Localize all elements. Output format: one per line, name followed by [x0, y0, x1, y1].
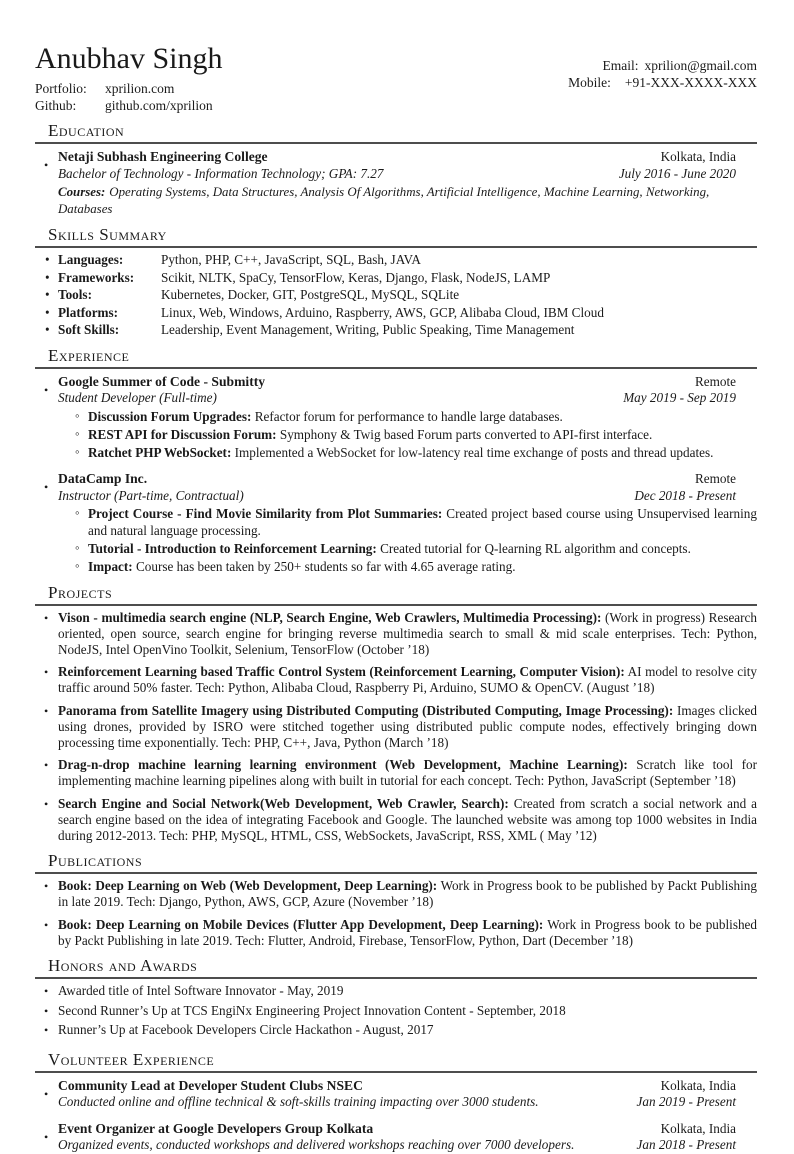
employer-name: DataCamp Inc. — [58, 471, 148, 487]
mobile-value: +91-XXX-XXXX-XXX — [624, 75, 757, 90]
bullet-icon: • — [45, 322, 50, 338]
volunteer-dates: Jan 2019 - Present — [636, 1094, 736, 1110]
skills-list — [35, 251, 757, 339]
skill-value: Leadership, Event Management, Writing, Public Speaking, Time Management — [161, 322, 575, 338]
courses-label: Courses: — [58, 185, 106, 199]
github-link[interactable]: github.com/xprilion — [105, 98, 213, 113]
section-experience — [35, 346, 757, 576]
project-title: Reinforcement Learning based Traffic Control System (Reinforcement Learning, Computer Vision): — [58, 664, 625, 680]
entry-subheading-row — [58, 1137, 736, 1154]
bullet-icon: • — [44, 917, 49, 932]
skill-label: Languages: — [58, 252, 124, 267]
person-name: Anubhav Singh — [35, 42, 223, 75]
section-header — [35, 1050, 757, 1073]
project-title: Search Engine and Social Network(Web Development, Web Crawler, Search): — [58, 795, 509, 811]
circle-bullet-icon: ◦ — [75, 407, 80, 423]
job-bullet — [58, 559, 757, 576]
job-bullet — [58, 445, 757, 462]
bullet-label: Impact: — [88, 558, 133, 574]
publication-item — [35, 878, 757, 910]
skill-value: Scikit, NLTK, SpaCy, TensorFlow, Keras, Django, Flask, NodeJS, LAMP — [161, 269, 551, 285]
experience-entry-datacamp — [35, 471, 757, 575]
bullet-label: Tutorial - Introduction to Reinforcement Learning: — [88, 540, 377, 556]
entry-heading-row — [58, 1078, 736, 1095]
bullet-icon: • — [44, 665, 49, 680]
bullet-text: Implemented a WebSocket for low-latency real time exchange of posts and thread updates. — [234, 444, 714, 460]
degree: Bachelor of Technology - Information Technology; GPA: 7.27 — [58, 165, 384, 181]
bullet-icon: • — [44, 610, 49, 625]
bullet-text: Created project based course using Unsupervised learning and natural language processing. — [88, 506, 757, 539]
publication-title: Book: Deep Learning on Mobile Devices (Flutter App Development, Deep Learning): — [58, 916, 544, 932]
circle-bullet-icon: ◦ — [75, 557, 80, 573]
email-link[interactable]: xprilion@gmail.com — [644, 58, 757, 73]
project-description: Scratch like tool for implementing machine learning pipelines along with built in tutorial for each concept. Tech: Python, JavaScript (September ’18) — [58, 757, 758, 789]
circle-bullet-icon: ◦ — [75, 539, 80, 555]
bullet-icon: • — [44, 480, 49, 495]
bullet-icon: • — [44, 1086, 49, 1101]
job-bullet — [58, 427, 757, 444]
volunteer-location: Kolkata, India — [660, 1120, 736, 1136]
section-title: Volunteer Experience — [48, 1049, 215, 1069]
honor-item — [35, 1003, 757, 1019]
project-item — [35, 703, 757, 752]
skill-row-frameworks — [35, 269, 757, 287]
bullet-icon: • — [45, 269, 50, 285]
skill-value: Python, PHP, C++, JavaScript, SQL, Bash, JAVA — [161, 252, 421, 267]
resume-header — [35, 42, 757, 114]
circle-bullet-icon: ◦ — [75, 425, 80, 441]
job-dates: Dec 2018 - Present — [634, 487, 736, 503]
skill-row-platforms — [35, 304, 757, 322]
projects-list — [35, 610, 757, 845]
entry-subheading-row — [58, 1094, 736, 1111]
courses-list: Operating Systems, Data Structures, Analysis Of Algorithms, Artificial Intelligence, Machine Learning, Networking, Databases — [58, 185, 710, 216]
skill-label: Platforms: — [58, 304, 119, 320]
job-bullets — [58, 506, 757, 575]
publication-description: Work in Progress book to be published by Packt Publishing in late 2019. Tech: Django, Python, AWS, GCP, Azure (November ’18) — [58, 878, 757, 910]
publication-item — [35, 917, 757, 949]
section-header — [35, 346, 757, 369]
bullet-icon: • — [44, 1003, 49, 1018]
school-name: Netaji Subhash Engineering College — [58, 149, 268, 164]
volunteer-role: Event Organizer at Google Developers Group Kolkata — [58, 1120, 374, 1136]
bullet-icon: • — [44, 158, 49, 172]
education-dates: July 2016 - June 2020 — [618, 165, 736, 181]
circle-bullet-icon: ◦ — [75, 505, 80, 521]
section-publications — [35, 851, 757, 949]
section-projects — [35, 583, 757, 845]
project-description: (Work in progress) Research oriented, open source, search engine for bringing reverse multimedia search to small & mid scale enterprises. Tech: Python, NodeJS, Intel OpenVino Toolkit, Selenium, TensorFlow (October ’18) — [58, 609, 757, 657]
honor-text: Second Runner’s Up at TCS EngiNx Engineering Project Innovation Content - September, 2018 — [58, 1002, 566, 1018]
bullet-icon: • — [44, 382, 49, 397]
project-description: AI model to resolve city traffic around 50% faster. Tech: Python, Alibaba Cloud, Raspberry Pi, Arduino, SUMO & OpenCV. (August ’18) — [58, 664, 757, 696]
skill-value: Kubernetes, Docker, GIT, PostgreSQL, MySQL, SQLite — [161, 287, 460, 303]
job-bullet — [58, 409, 757, 426]
entry-heading-row — [58, 471, 736, 488]
bullet-text: Course has been taken by 250+ students so far with 4.65 average rating. — [135, 558, 516, 574]
section-header — [35, 225, 757, 248]
job-bullet — [58, 541, 757, 558]
project-description: Created from scratch a social network and a search engine based on the idea of integrating Facebook and Google. The launched website was among top 1000 websites in India during 2012-2013. Tech: PHP, MySQL, HTML, CSS, WebSockets, JavaScript, RSS, XML ( May ’12) — [58, 795, 758, 843]
section-header — [35, 583, 757, 606]
project-title: Vison - multimedia search engine (NLP, Search Engine, Web Crawlers, Multimedia Processing): — [58, 609, 602, 625]
honor-text: Runner’s Up at Facebook Developers Circle Hackathon - August, 2017 — [58, 1022, 434, 1038]
section-title: Education — [48, 121, 125, 140]
bullet-icon: • — [44, 879, 49, 894]
bullet-text: Symphony & Twig based Forum parts converted to API-first interface. — [279, 426, 653, 442]
portfolio-link[interactable]: xprilion.com — [105, 81, 175, 96]
header-contact — [568, 42, 757, 114]
bullet-icon: • — [44, 703, 49, 718]
entry-heading-row — [58, 149, 736, 166]
publications-list — [35, 878, 757, 949]
project-title: Drag-n-drop machine learning learning environment (Web Development, Machine Learning): — [58, 757, 628, 773]
section-education — [35, 121, 757, 218]
bullet-text: Refactor forum for performance to handle large databases. — [254, 408, 563, 424]
header-identity — [35, 42, 223, 114]
publication-title: Book: Deep Learning on Web (Web Development, Deep Learning): — [58, 878, 438, 894]
bullet-icon: • — [44, 1129, 49, 1144]
experience-entry-gsoc — [35, 374, 736, 461]
job-title: Instructor (Part-time, Contractual) — [58, 487, 244, 503]
bullet-label: REST API for Discussion Forum: — [88, 426, 277, 442]
volunteer-entry-gdg — [35, 1121, 736, 1154]
job-location: Remote — [694, 373, 736, 389]
header-links — [35, 80, 223, 114]
skill-row-languages — [35, 251, 757, 269]
bullet-label: Project Course - Find Movie Similarity from Plot Summaries: — [88, 506, 443, 522]
github-label: Github: — [35, 98, 77, 113]
bullet-icon: • — [45, 252, 50, 267]
job-bullets — [58, 409, 757, 461]
honor-item — [35, 983, 757, 999]
volunteer-entry-dsc — [35, 1078, 736, 1111]
bullet-icon: • — [44, 1023, 49, 1038]
skill-label: Tools: — [58, 287, 92, 303]
skill-value: Linux, Web, Windows, Arduino, Raspberry, AWS, GCP, Alibaba Cloud, IBM Cloud — [161, 304, 604, 320]
section-volunteer — [35, 1050, 757, 1154]
entry-heading-row — [58, 374, 736, 391]
portfolio-label: Portfolio: — [35, 81, 87, 96]
bullet-icon: • — [44, 984, 49, 998]
project-description: Images clicked using drones, provided by ISRO were stitched together using distributed public compute nodes, effectively bringing down processing time exponentially. Tech: PHP, C++, Java, Python (March ’18) — [58, 702, 757, 750]
project-item — [35, 757, 757, 789]
skill-row-tools — [35, 286, 757, 304]
volunteer-location: Kolkata, India — [660, 1077, 736, 1093]
publication-description: Work in Progress book to be published by Packt Publishing in late 2019. Tech: Flutter, Android, Firebase, TensorFlow, Python, Dart (December ’18) — [58, 916, 757, 948]
job-bullet — [58, 506, 757, 540]
honors-list — [35, 983, 757, 1039]
honor-item — [35, 1022, 757, 1038]
bullet-icon: • — [45, 287, 50, 303]
job-dates: May 2019 - Sep 2019 — [623, 390, 736, 406]
honor-text: Awarded title of Intel Software Innovator - May, 2019 — [58, 983, 344, 998]
section-title: Publications — [48, 851, 143, 871]
entry-heading-row — [58, 1121, 736, 1138]
volunteer-dates: Jan 2018 - Present — [636, 1137, 736, 1153]
job-title: Student Developer (Full-time) — [58, 390, 217, 406]
section-title: Skills Summary — [48, 225, 167, 244]
mobile-label: Mobile: — [568, 75, 611, 90]
project-item — [35, 664, 757, 696]
project-item — [35, 796, 757, 845]
courses-line — [58, 184, 736, 218]
section-title: Experience — [48, 345, 130, 365]
section-header — [35, 121, 757, 144]
school-location: Kolkata, India — [660, 149, 736, 164]
employer-name: Google Summer of Code - Submitty — [58, 373, 266, 389]
job-location: Remote — [694, 471, 736, 487]
entry-subheading-row — [58, 390, 736, 407]
education-entry — [35, 149, 736, 218]
skill-row-softskills — [35, 321, 757, 339]
skill-label: Soft Skills: — [58, 322, 120, 338]
bullet-label: Ratchet PHP WebSocket: — [88, 444, 232, 460]
section-header — [35, 851, 757, 874]
email-row — [568, 57, 757, 74]
project-item — [35, 610, 757, 659]
bullet-icon: • — [44, 796, 49, 811]
section-title: Projects — [48, 582, 113, 602]
mobile-row — [568, 74, 757, 91]
project-title: Panorama from Satellite Imagery using Distributed Computing (Distributed Computing, Image Processing): — [58, 702, 674, 718]
bullet-label: Discussion Forum Upgrades: — [88, 408, 252, 424]
bullet-text: Created tutorial for Q-learning RL algorithm and concepts. — [380, 540, 691, 556]
entry-subheading-row — [58, 488, 736, 505]
volunteer-role: Community Lead at Developer Student Clubs NSEC — [58, 1077, 363, 1093]
section-honors — [35, 956, 757, 1039]
entry-subheading-row — [58, 166, 736, 183]
volunteer-description: Conducted online and offline technical & soft-skills training impacting over 3000 students. — [58, 1094, 539, 1110]
section-title: Honors and Awards — [48, 956, 198, 975]
email-label: Email: — [602, 58, 639, 73]
skill-label: Frameworks: — [58, 269, 135, 285]
volunteer-description: Organized events, conducted workshops and delivered workshops reaching over 7000 developers. — [58, 1137, 575, 1153]
section-skills — [35, 225, 757, 339]
section-header — [35, 956, 757, 979]
circle-bullet-icon: ◦ — [75, 443, 80, 459]
bullet-icon: • — [44, 758, 49, 773]
bullet-icon: • — [45, 304, 50, 320]
